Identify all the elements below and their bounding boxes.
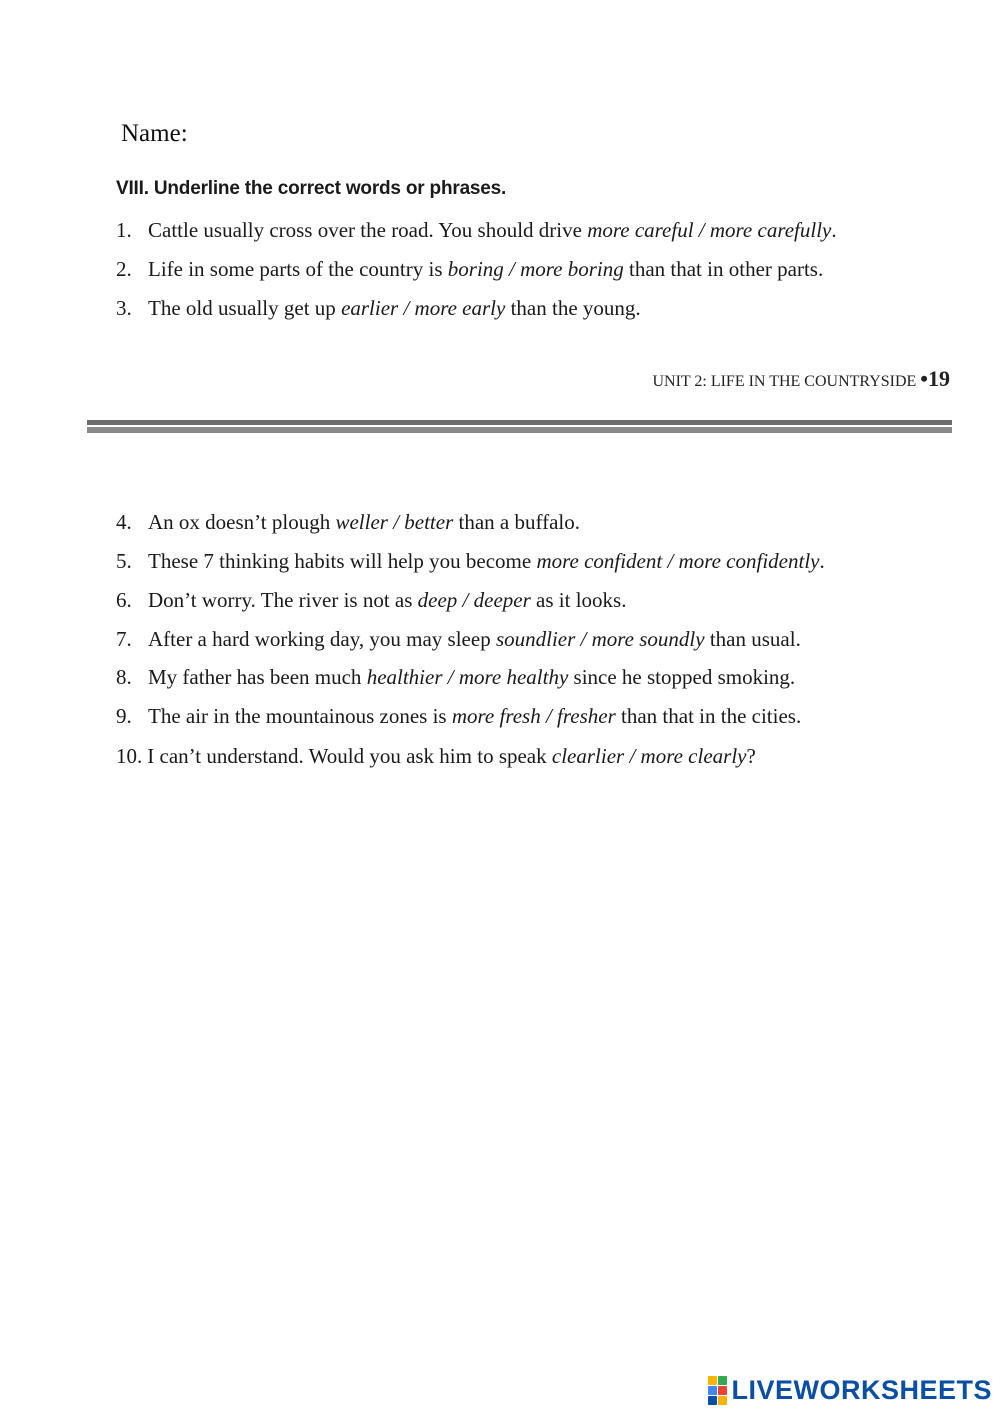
logo-tile <box>718 1386 727 1395</box>
item-number: 1. <box>116 218 132 242</box>
item-text: These 7 thinking habits will help you become <box>148 549 537 573</box>
item-text: After a hard working day, you may sleep <box>148 627 496 651</box>
item-number: 10. <box>116 744 143 768</box>
item-options[interactable]: more careful / more carefully <box>587 218 832 242</box>
item-text-end: as it looks. <box>530 588 627 612</box>
item-options[interactable]: deep / deeper <box>417 588 531 612</box>
exercise-item-5 <box>116 549 825 577</box>
item-text-end: ? <box>746 744 756 768</box>
item-number: 4. <box>116 510 132 534</box>
exercise-item-3 <box>116 296 641 324</box>
item-text-end: than usual. <box>704 627 801 651</box>
page-number: •19 <box>920 366 950 391</box>
item-text-end: than a buffalo. <box>453 510 581 534</box>
unit-title: UNIT 2: LIFE IN THE COUNTRYSIDE <box>652 373 917 390</box>
item-text-end: than that in other parts. <box>623 257 824 281</box>
exercise-item-1 <box>116 218 837 246</box>
logo-mark-icon <box>708 1376 727 1405</box>
item-text: I can’t understand. Would you ask him to speak <box>147 744 552 768</box>
item-text: An ox doesn’t plough <box>148 510 336 534</box>
item-text-end: than that in the cities. <box>615 704 802 728</box>
item-text: My father has been much <box>148 665 367 689</box>
logo-tile <box>708 1396 717 1405</box>
exercise-item-7 <box>116 627 801 655</box>
item-number: 7. <box>116 627 132 651</box>
item-number: 2. <box>116 257 132 281</box>
exercise-item-2 <box>116 257 823 285</box>
item-options[interactable]: healthier / more healthy <box>366 665 569 689</box>
item-text-end: . <box>819 549 825 573</box>
logo-tile <box>708 1376 717 1385</box>
item-options[interactable]: clearlier / more clearly <box>551 744 747 768</box>
item-options[interactable]: soundlier / more soundly <box>495 627 705 651</box>
page-footer <box>652 366 950 392</box>
item-options[interactable]: earlier / more early <box>341 296 506 320</box>
item-number: 5. <box>116 549 132 573</box>
liveworksheets-logo[interactable] <box>708 1375 992 1405</box>
page-divider <box>87 420 952 433</box>
item-number: 8. <box>116 665 132 689</box>
item-options[interactable]: more confident / more confidently <box>536 549 820 573</box>
item-number: 9. <box>116 704 132 728</box>
item-text-end: . <box>831 218 837 242</box>
item-text-end: since he stopped smoking. <box>568 665 796 689</box>
item-text: Cattle usually cross over the road. You should drive <box>148 218 588 242</box>
item-text: The air in the mountainous zones is <box>148 704 452 728</box>
exercise-item-10 <box>116 744 756 772</box>
item-number: 3. <box>116 296 132 320</box>
exercise-item-9 <box>116 704 801 732</box>
exercise-item-6 <box>116 588 626 616</box>
logo-wordmark: LIVEWORKSHEETS <box>731 1374 992 1405</box>
item-options[interactable]: boring / more boring <box>447 257 624 281</box>
item-text-end: than the young. <box>505 296 641 320</box>
item-options[interactable]: weller / better <box>335 510 454 534</box>
logo-tile <box>708 1386 717 1395</box>
logo-tile <box>718 1396 727 1405</box>
logo-tile <box>718 1376 727 1385</box>
item-text: Don’t worry. The river is not as <box>148 588 418 612</box>
section-title: VIII. Underline the correct words or phrases. <box>116 178 507 199</box>
item-text: The old usually get up <box>148 296 342 320</box>
exercise-item-8 <box>116 665 795 693</box>
item-options[interactable]: more fresh / fresher <box>451 704 616 728</box>
item-number: 6. <box>116 588 132 612</box>
exercise-item-4 <box>116 510 580 538</box>
name-label: Name: <box>121 120 188 147</box>
item-text: Life in some parts of the country is <box>148 257 448 281</box>
